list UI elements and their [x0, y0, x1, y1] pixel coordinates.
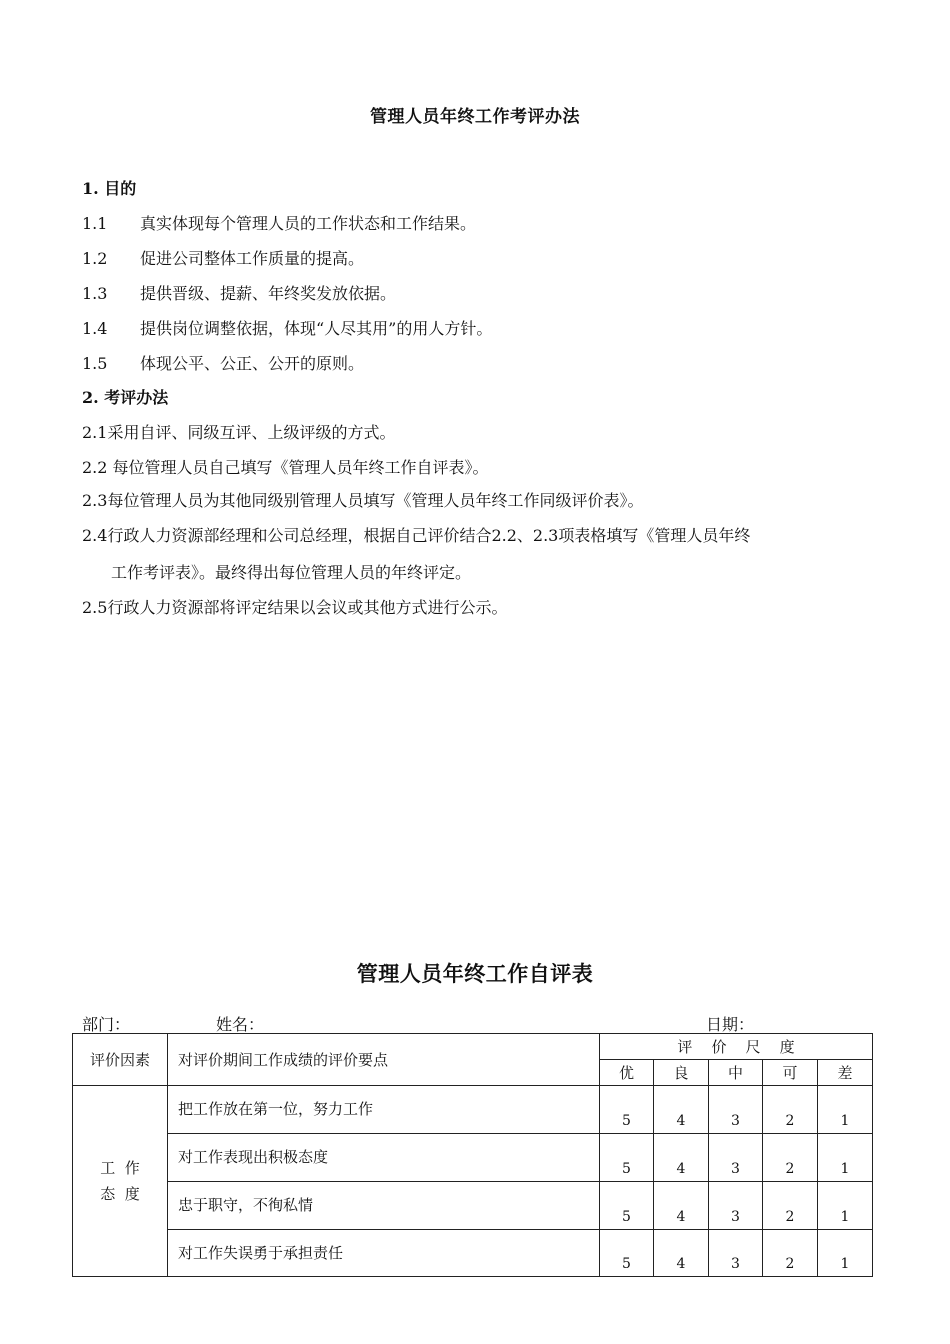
item-text: 提供晋级、提薪、年终奖发放依据。 — [140, 284, 397, 303]
score-cell: 1 — [818, 1086, 873, 1134]
header-scale: 评 价 尺 度 — [600, 1034, 873, 1060]
score-cell: 2 — [763, 1134, 818, 1182]
item-number: 1.2 — [82, 249, 108, 268]
score-cell: 3 — [709, 1134, 763, 1182]
level-excellent: 优 — [600, 1060, 654, 1086]
group-work-attitude — [73, 1086, 168, 1277]
item-text: 体现公平、公正、公开的原则。 — [140, 354, 365, 373]
criterion-text: 把工作放在第一位，努力工作 — [168, 1086, 600, 1134]
item-text: 真实体现每个管理人员的工作状态和工作结果。 — [140, 214, 477, 233]
list-item — [82, 316, 492, 339]
level-good: 良 — [654, 1060, 709, 1086]
item-number: 1.4 — [82, 319, 108, 338]
header-factor: 评价因素 — [73, 1034, 168, 1086]
item-number: 1.3 — [82, 284, 108, 303]
group-label-line2: 态 度 — [100, 1185, 140, 1203]
criterion-text: 对工作表现出积极态度 — [168, 1134, 600, 1182]
list-item: 2.2 每位管理人员自己填写《管理人员年终工作自评表》。 — [82, 458, 489, 477]
score-cell: 4 — [654, 1230, 709, 1277]
name-label: 姓名： — [216, 1015, 265, 1034]
score-cell: 2 — [763, 1086, 818, 1134]
list-item: 2.1采用自评、同级互评、上级评级的方式。 — [82, 423, 396, 442]
table-header-row — [73, 1034, 873, 1060]
table-row — [73, 1182, 873, 1230]
criterion-text: 忠于职守，不徇私情 — [168, 1182, 600, 1230]
score-cell: 3 — [709, 1182, 763, 1230]
document-title: 管理人员年终工作考评办法 — [370, 107, 580, 127]
score-cell: 3 — [709, 1230, 763, 1277]
score-cell: 3 — [709, 1086, 763, 1134]
section2-heading: 2. 考评办法 — [82, 388, 169, 407]
list-item-continuation: 工作考评表》。最终得出每位管理人员的年终评定。 — [111, 563, 472, 582]
score-cell: 1 — [818, 1182, 873, 1230]
item-number: 1.5 — [82, 354, 108, 373]
score-cell: 5 — [600, 1086, 654, 1134]
list-item — [82, 211, 476, 234]
score-cell: 1 — [818, 1134, 873, 1182]
score-cell: 5 — [600, 1230, 654, 1277]
level-average: 中 — [709, 1060, 763, 1086]
header-points: 对评价期间工作成绩的评价要点 — [168, 1034, 600, 1086]
list-item — [82, 281, 396, 304]
table-row — [73, 1086, 873, 1134]
score-cell: 5 — [600, 1182, 654, 1230]
list-item: 2.4行政人力资源部经理和公司总经理，根据自己评价结合2.2、2.3项表格填写《管理人员年终 — [82, 526, 751, 545]
list-item: 2.3每位管理人员为其他同级别管理人员填写《管理人员年终工作同级评价表》。 — [82, 491, 644, 510]
score-cell: 5 — [600, 1134, 654, 1182]
score-cell: 2 — [763, 1182, 818, 1230]
list-item — [82, 246, 364, 269]
list-item: 2.5行政人力资源部将评定结果以会议或其他方式进行公示。 — [82, 598, 508, 617]
score-cell: 2 — [763, 1230, 818, 1277]
self-evaluation-table — [72, 1033, 873, 1277]
criterion-text: 对工作失误勇于承担责任 — [168, 1230, 600, 1277]
table-row — [73, 1230, 873, 1277]
table-row — [73, 1134, 873, 1182]
score-cell: 4 — [654, 1086, 709, 1134]
date-label: 日期： — [706, 1015, 755, 1034]
item-number: 1.1 — [82, 214, 108, 233]
level-fair: 可 — [763, 1060, 818, 1086]
score-cell: 4 — [654, 1182, 709, 1230]
score-cell: 1 — [818, 1230, 873, 1277]
list-item — [82, 351, 364, 374]
score-cell: 4 — [654, 1134, 709, 1182]
group-label-line1: 工 作 — [100, 1159, 140, 1177]
dept-label: 部门： — [82, 1015, 131, 1034]
level-poor: 差 — [818, 1060, 873, 1086]
item-text: 提供岗位调整依据，体现“人尽其用”的用人方针。 — [140, 319, 493, 338]
form-title: 管理人员年终工作自评表 — [356, 961, 594, 986]
item-text: 促进公司整体工作质量的提高。 — [140, 249, 365, 268]
section1-heading: 1. 目的 — [82, 179, 137, 198]
